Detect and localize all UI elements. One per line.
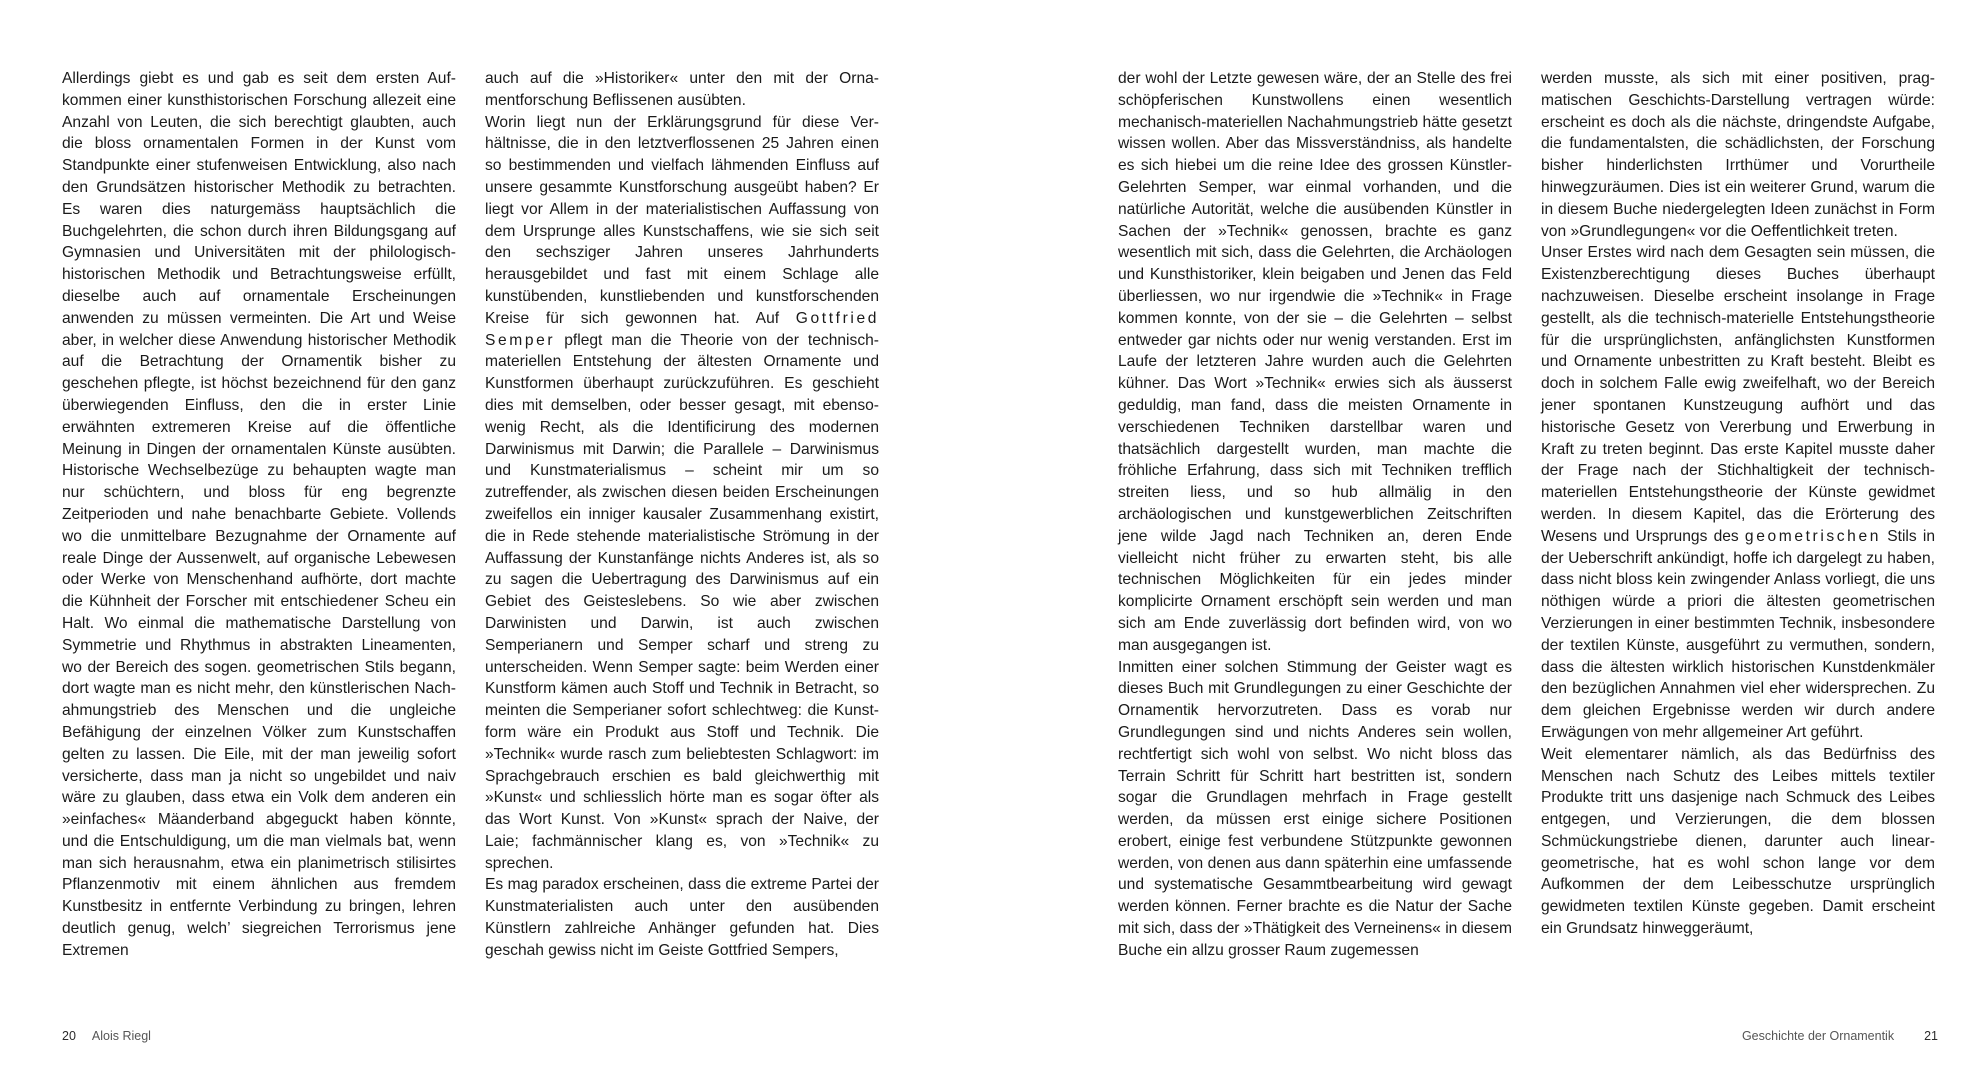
paragraph: Allerdings giebt es und gab es seit dem ersten Aufkommen einer kunsthistorischen Forschung allezeit eine Anzahl von Leuten, die sich berechtigt glaubten, auch die bloss ornamentalen Formen in der Kunst vom Standpunkte einer stufenweisen Entwicklung, also nach den Grundsätzen historischer Methodik zu betrachten. Es waren dies naturgemäss hauptsächlich die Buchgelehrten, die schon durch ihren Bildungsgang auf Gymnasien und Universitäten mit der philologisch-historischen Methodik und Betrachtungsweise erfüllt, dieselbe auch auf ornamentale Erscheinungen anwenden zu müssen vermeinten. Die Art und Weise aber, in welcher diese Anwendung historischer Methodik auf die Betrachtung der Ornamentik bisher zu geschehen pflegte, ist höchst bezeichnend für den ganz überwiegenden Einfluss, den die in erster Linie erwähnten extremeren Kreise auf die öffentliche Meinung in Dingen der ornamentalen Künste ausübten. Historische Wechselbezüge zu behaupten wagte man nur schüchtern, und bloss für eng begrenzte Zeitperioden und nahe benachbarte Gebiete. Vollends wo die unmittelbare Bezugnahme der Ornamente auf reale Dinge der Aussenwelt, auf organische Lebewesen oder Werke von Menschenhand aufhörte, dort machte die Kühnheit der Forscher mit entschiedener Scheu ein Halt. Wo einmal die mathematische Darstellung von Symmetrie und Rhythmus in abstrakten Lineamenten, wo der Bereich des sogen. geometrischen Stils begann, dort wagte man es nicht mehr, den künstlerischen Nachahmungstrieb des Menschen und die ungleiche Befähigung der einzelnen Völker zum Kunstschaffen gelten zu lassen. Die Eile, mit der man jeweilig sofort versicherte, dass man ja nicht so ungebildet und naiv wäre zu glauben, dass etwa ein Volk dem anderen ein »einfaches« Mäanderband abgeguckt haben könnte, und die Entschuldigung, um die man vielmals bat, wenn man sich herausnahm, etwa ein planimetrisch stilisirtes Pflanzenmotiv mit einem ähnlichen aus fremdem Kunstbesitz in entfernte Verbindung zu bringen, lehren deutlich genug, welch’ siegreichen Terrorismus jene Extremen [62,70,456,959]
right-page-column-2 [1541,68,1935,940]
paragraph: Inmitten einer solchen Stimmung der Geister wagt es dieses Buch mit Grundlegungen zu einer Geschichte der Ornamentik hervorzutreten. Dass es vorab nur Grundlegungen sind und nichts Anderes sein wollen, rechtfertigt sich wohl von selbst. Wo nicht bloss das Terrain Schritt für Schritt hart bestritten ist, sondern sogar die Grundlagen mehrfach in Frage gestellt werden, da müssen erst einige sichere Positionen erobert, einige fest verbundene Stützpunkte gewonnen werden, von denen aus dann späterhin eine umfassende und systematische Gesammtbearbeitung wird gewagt werden können. Ferner brachte es die Natur der Sache mit sich, dass der »Thätigkeit des Verneinens« in diesem Buche ein allzu grosser Raum zugemessen [1118,658,1512,959]
paragraph-text: Unser Erstes wird nach dem Gesagten sein müssen, die Existenzberechtigung dieses Buches überhaupt nachzuweisen. Dieselbe erscheint insolange in Frage gestellt, als die technisch-materielle Entstehungstheorie für die ursprünglichsten, anfänglichsten Kunstformen und Ornamente unbestritten zu Kraft besteht. Bleibt es doch in solchem Falle ewig zweifelhaft, wo der Bereich jener spontanen Kunstzeugung aufhört und das historische Gesetz von Vererbung und Erwerbung in Kraft zu treten beginnt. Das erste Kapitel musste daher der Frage nach der Stichhaltigkeit der technisch-materiellen Entstehungstheorie der Künste gewidmet werden. In diesem Kapitel, das die Erörterung des Wesens und Ursprungs des [1541,244,1935,545]
paragraph: Weit elementarer nämlich, als das Bedürfniss des Menschen nach Schutz des Leibes mittels textiler Produkte tritt uns dasjenige nach Schmuck des Leibes entgegen, und Verzierungen, die dem blossen Schmückungstriebe dienen, darunter auch linear-geometrische, hat es wohl schon lange vor dem Aufkommen der dem Leibesschutze ursprünglich gewidmeten textilen Künste gegeben. Damit erscheint ein Grundsatz hinweggeräumt, [1541,745,1935,938]
emphasized-name: Gottfried Semper [485,309,879,349]
paragraph [1541,242,1935,743]
left-page-folio [62,1028,151,1044]
running-head: Geschichte der Ornamentik [1741,1029,1895,1043]
running-head: Alois Riegl [91,1029,151,1043]
paragraph: auch auf die »Historiker« unter den mit der Ornamentforschung Beflissenen ausübten. [485,70,879,109]
paragraph-text: Worin liegt nun der Erklärungsgrund für diese Verhältnisse, die in den letztverflossenen 25 Jahren einen so bestimmenden und vielfach lähmenden Einfluss auf unsere gesammte Kunstforschung ausgeübt haben? Er liegt vor Allem in der materialistischen Auffassung von dem Ursprunge alles Kunstschaffens, wie sie sich seit den sechsziger Jahren unseres Jahrhunderts herausgebildet und fast mit einem Schlage alle kunstübenden, kunstliebenden und kunstforschenden Kreise für sich gewonnen hat. Auf [485,113,879,327]
left-page-column-2 [485,68,879,962]
paragraph [485,112,879,875]
paragraph-text: Stils in der Ueberschrift ankündigt, hoffe ich dargelegt zu haben, dass nicht bloss kein zwingender Anlass vorliegt, die uns nöthigen würde a priori die ältesten geometrischen Verzierungen in einer bestimmten Technik, insbesondere der textilen Künste, ausgeführt zu vermuthen, sondern, dass die ältesten wirklich historischen Kunstdenkmäler den bezüglichen Annahmen viel eher widersprechen. Zu dem gleichen Ergebnisse werden wir durch andere Erwägungen von mehr allgemeiner Art geführt. [1541,527,1936,741]
page-number: 21 [1924,1029,1938,1043]
paragraph: der wohl der Letzte gewesen wäre, der an Stelle des frei schöpferischen Kunstwollens einen wesentlich mechanisch-materiellen Nachahmungstrieb hätte gesetzt wissen wollen. Aber das Missverständniss, als handelte es sich hiebei um die reine Idee des grossen Künstler-Gelehrten Semper, war einmal vorhanden, und die natürliche Autorität, welche die ausübenden Künstler in Sachen der »Technik« genossen, brachte es ganz wesentlich mit sich, dass die Gelehrten, die Archäologen und Kunsthistoriker, klein beigaben und Jenen das Feld überliessen, wo nur irgendwie die »Technik« in Frage kommen konnte, von der sie – die Gelehrten – selbst entweder gar nichts oder nur wenig verstanden. Erst im Laufe der letzteren Jahre wurden auch die Gelehrten kühner. Das Wort »Technik« erwies sich als äusserst geduldig, man fand, dass die meisten Ornamente in verschiedenen Techniken darstellbar waren und thatsächlich dargestellt wurden, man machte die fröhliche Erfahrung, dass sich mit Techniken trefflich streiten liess, und so hub allmälig in den archäologischen und kunstgewerblichen Zeitschriften jene wilde Jagd nach Techniken an, deren Ende vielleicht nicht früher zu erwarten steht, bis alle technischen Möglichkeiten für ein jedes minder komplicirte Ornament erschöpft sein werden und man sich am Ende zuverlässig dort befinden wird, von wo man ausgegangen ist. [1118,70,1512,654]
paragraph-text: pflegt man die Theorie von der technisch-materiellen Entstehung der ältesten Ornamente und Kunstformen überhaupt zurückzuführen. Es geschieht dies mit demselben, oder besser gesagt, mit ebensowenig Recht, als die Identificirung des modernen Darwinismus mit Darwin; die Parallele – Darwinismus und Kunstmaterialismus – scheint mir um so zutreffender, als zwischen diesen beiden Erscheinungen zweifellos ein inniger kausaler Zusammenhang existirt, die in Rede stehende materialistische Strömung in der Auffassung der Kunstanfänge nichts Anderes ist, als so zu sagen die Uebertragung des Darwinismus auf ein Gebiet des Geisteslebens. So wie aber zwischen Darwinisten und Darwin, ist auch zwischen Semperianern und Semper scharf und streng zu unterscheiden. Wenn Semper sagte: beim Werden einer Kunstform kämen auch Stoff und Technik in Betracht, so meinten die Semperianer sofort schlechtweg: die Kunstform wäre ein Produkt aus Stoff und Technik. Die »Technik« wurde rasch zum beliebtesten Schlagwort: im Sprachgebrauch erschien es bald gleichwerthig mit »Kunst« und schliesslich hörte man es sogar öfter als das Wort Kunst. Von »Kunst« sprach der Naive, der Laie; fachmännischer klang es, von »Technik« zu sprechen. [485,331,879,872]
emphasized-term: geometrischen [1744,527,1882,545]
right-page-column-1 [1118,68,1512,962]
page-number: 20 [62,1029,76,1043]
left-page-column-1 [62,68,456,962]
paragraph: Es mag paradox erscheinen, dass die extreme Partei der Kunstmaterialisten auch unter den ausübenden Künstlern zahlreiche Anhänger gefunden hat. Dies geschah gewiss nicht im Geiste Gottfried Sempers, [485,876,879,959]
right-page-folio [1742,1028,1938,1044]
paragraph: werden musste, als sich mit einer positiven, pragmatischen Geschichts-Darstellung vertragen würde: erscheint es doch als die nächste, dringendste Aufgabe, die fundamentalsten, die schädlichsten, der Forschung bisher hinderlichsten Irrthümer und Vorurtheile hinwegzuräumen. Dies ist ein weiterer Grund, warum die in diesem Buche niedergelegten Ideen zunächst in Form von »Grundlegungen« vor die Oeffentlichkeit treten. [1541,70,1935,240]
right-page [992,0,1984,1086]
